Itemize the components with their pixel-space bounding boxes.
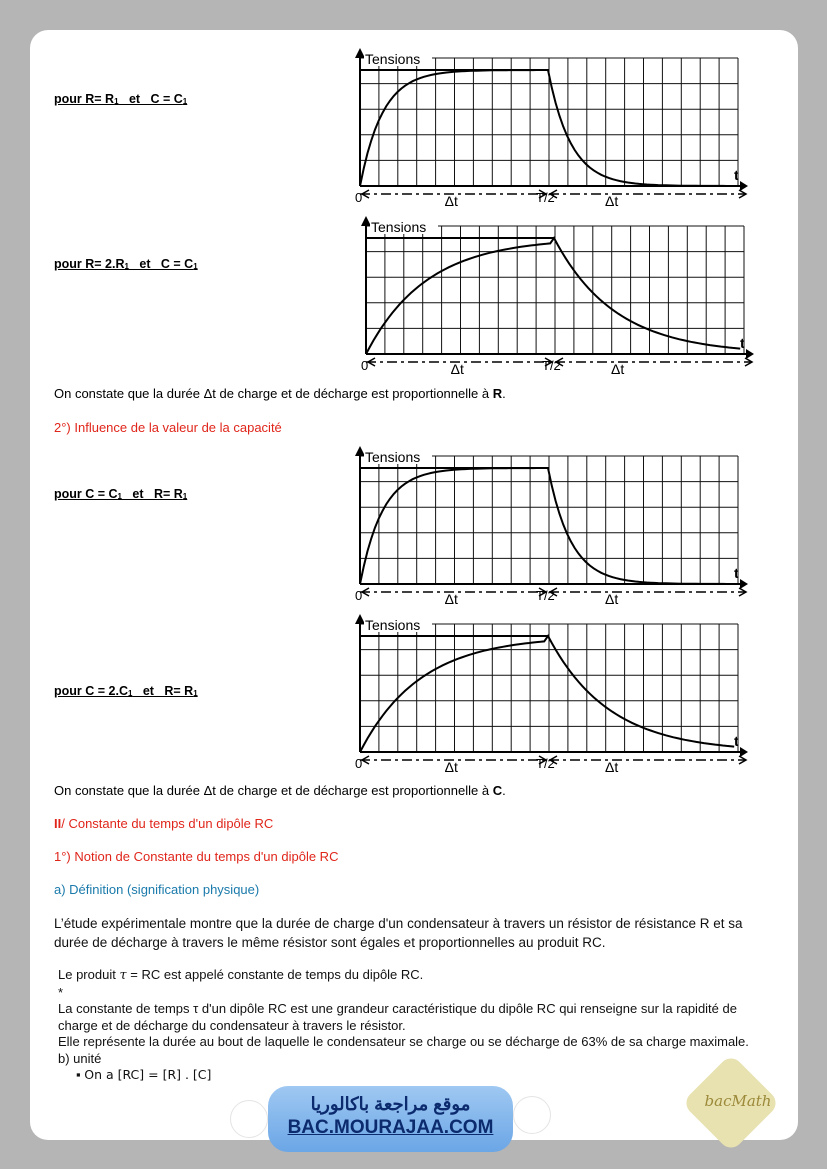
delta-t-label: Δt	[450, 361, 464, 377]
rc-curve	[360, 468, 734, 584]
site-banner[interactable]	[268, 1086, 513, 1152]
paragraph-constante: La constante de temps τ d'un dipôle RC est une grandeur caractéristique du dipôle RC qui renseigne sur la rapidité de charge et de décharge du condensateur à travers le résistor.	[58, 1001, 737, 1033]
x-axis-arrow	[740, 579, 748, 589]
delta-t-discharge-label: Δt	[611, 361, 625, 377]
tensions-label: Tensions	[371, 219, 427, 235]
definition-block	[58, 967, 778, 1084]
book-logo-right	[513, 1096, 551, 1134]
delta-t-label: Δt	[444, 193, 458, 209]
x-axis-arrow	[740, 181, 748, 191]
section-ii-title: II/ Constante du temps d'un dipôle RC	[54, 816, 274, 831]
tensions-label: Tensions	[365, 617, 421, 633]
rc-curve	[360, 70, 734, 186]
observation-c: On constate que la durée Δt de charge et de décharge est proportionnelle à C.	[54, 783, 506, 798]
origin-label: 0	[355, 588, 363, 603]
graph-c1-r1	[350, 442, 750, 612]
t-axis-label: t	[734, 565, 739, 581]
produit-line: Le produit τ = RC est appelé constante de temps du dipôle RC.	[58, 967, 424, 983]
book-logo-left	[230, 1100, 268, 1138]
label-c1-r1: pour $C = C_1$ et $R= R_1$	[54, 487, 188, 501]
x-axis-arrow	[746, 349, 754, 359]
delta-t-discharge-label: Δt	[605, 591, 619, 607]
observation-r: On constate que la durée Δt de charge et de décharge est proportionnelle à R.	[54, 386, 506, 401]
half-period-label: T/2	[536, 588, 555, 603]
paragraph-represente: Elle représente la durée au bout de laquelle le condensateur se charge ou se décharge de 63% de sa charge maximale.	[58, 1034, 749, 1049]
origin-label: 0	[355, 190, 363, 205]
t-axis-label: t	[734, 733, 739, 749]
y-axis-arrow	[355, 446, 365, 456]
y-axis-arrow	[361, 216, 371, 226]
graph-r1-c1	[350, 44, 750, 214]
y-axis-arrow	[355, 614, 365, 624]
half-period-label: T/2	[536, 756, 555, 771]
site-url[interactable]: BAC.MOURAJAA.COM	[287, 1117, 494, 1138]
graph-2r1-c1	[356, 212, 756, 384]
unit-formula-line: ▪ On a [RC] = [R] . [C]	[76, 1067, 212, 1082]
tensions-label: Tensions	[365, 449, 421, 465]
delta-t-discharge-label: Δt	[605, 193, 619, 209]
y-axis-arrow	[355, 48, 365, 58]
bacmath-logo-text: bacMath	[704, 1092, 772, 1110]
t-axis-label: t	[740, 335, 745, 351]
site-name-arabic: موقع مراجعة باكالوريا	[310, 1094, 471, 1114]
x-axis-arrow	[740, 747, 748, 757]
label-r1-c1: pour $R= R_1$ et $C = C_1$	[54, 92, 188, 106]
tensions-label: Tensions	[365, 51, 421, 67]
rc-curve	[366, 238, 740, 354]
heading-notion: 1°) Notion de Constante du temps d'un dipôle RC	[54, 849, 339, 864]
heading-capacite: 2°) Influence de la valeur de la capacité	[54, 420, 282, 435]
delta-t-discharge-label: Δt	[605, 759, 619, 775]
origin-label: 0	[361, 358, 369, 373]
paragraph-etude: L’étude expérimentale montre que la durée de charge d'un condensateur à travers un résistor de résistance R et sa durée de décharge à travers le même résistor sont égales et proportionnelles au produit RC.	[54, 916, 743, 950]
half-period-label: T/2	[542, 358, 561, 373]
delta-t-label: Δt	[444, 759, 458, 775]
graph-2c1-r1	[350, 610, 750, 782]
t-axis-label: t	[734, 167, 739, 183]
asterisk: *	[58, 984, 64, 1000]
label-2c1-r1: pour $C = 2.C_1$ et $R= R_1$	[54, 684, 198, 698]
delta-t-label: Δt	[444, 591, 458, 607]
heading-unite: b) unité	[58, 1050, 102, 1066]
rc-curve	[360, 636, 734, 752]
label-2r1-c1: pour $R= 2.R_1$ et $C = C_1$	[54, 257, 198, 271]
half-period-label: T/2	[536, 190, 555, 205]
origin-label: 0	[355, 756, 363, 771]
heading-definition: a) Définition (signification physique)	[54, 882, 260, 897]
